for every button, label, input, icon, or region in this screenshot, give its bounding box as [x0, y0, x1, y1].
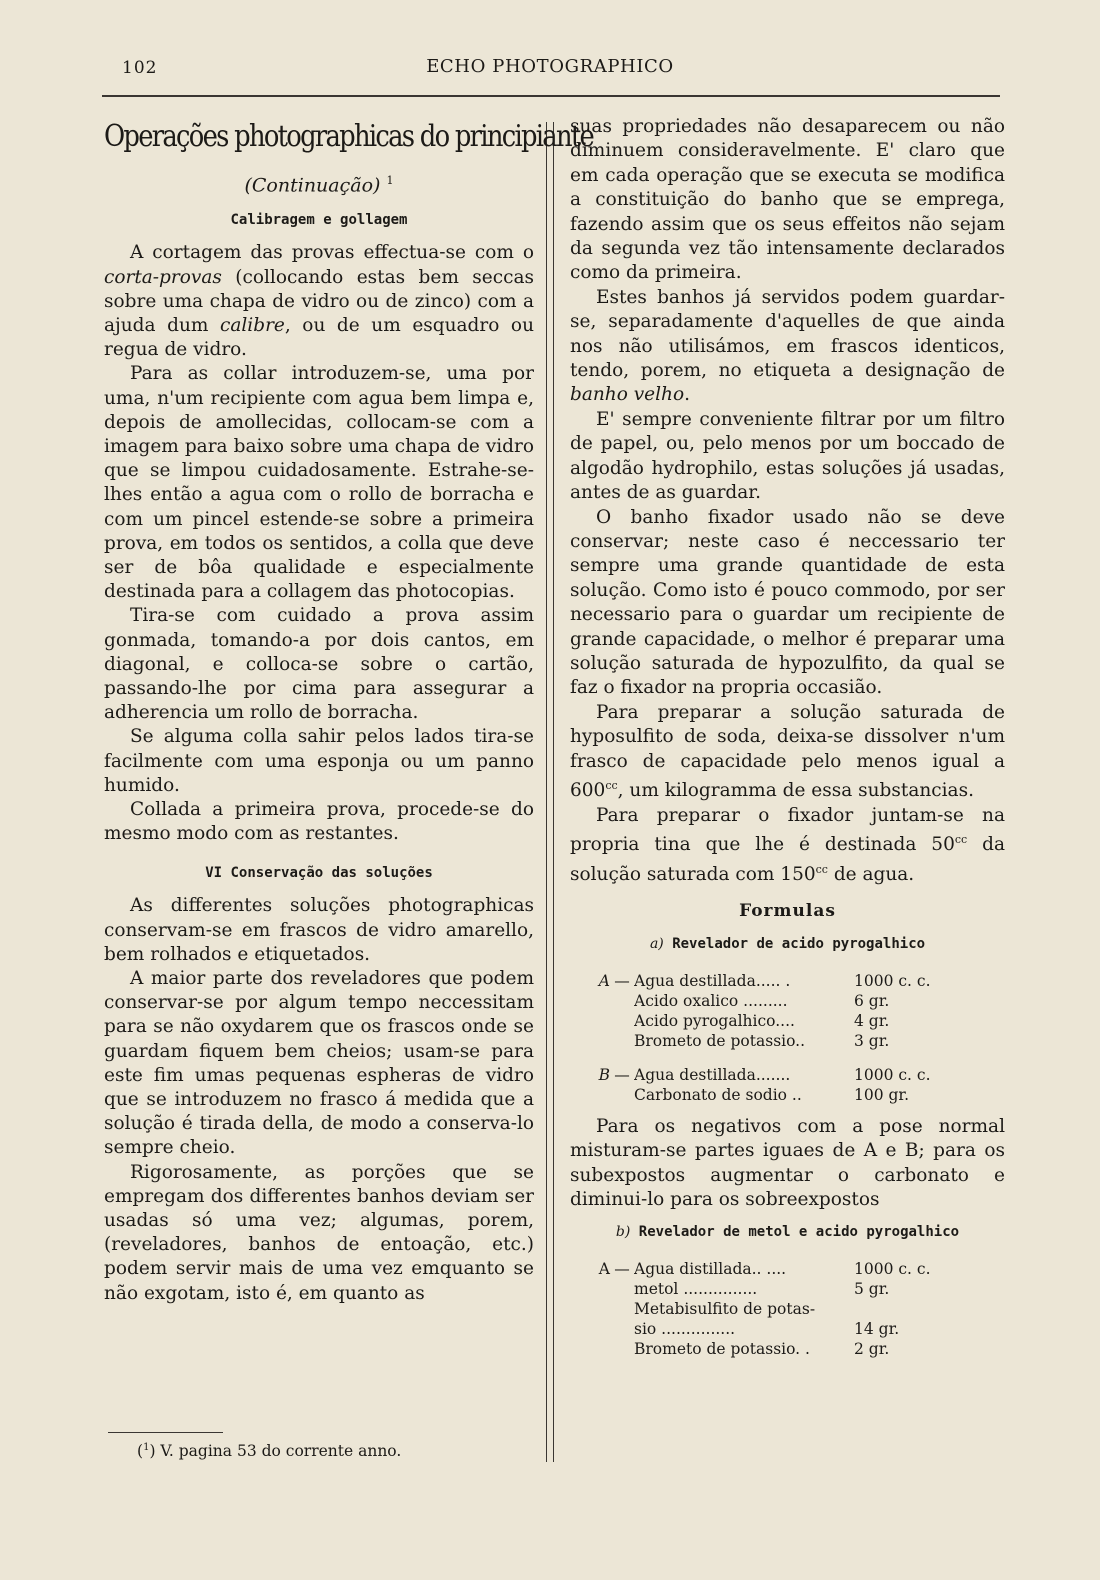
paragraph — [104, 798, 534, 846]
text-run: suas propriedades não desaparecem ou não diminuem consideravelmente. E' claro que em cada operação que se executa se modifica a constituição do banho que se emprega, fazendo assim que os seus effeitos não sejam da segunda vez tão intensamente declarados como da primeira. — [570, 116, 1005, 284]
emphasis: banho velho — [570, 384, 685, 406]
running-head: ECHO PHOTOGRAPHICO — [426, 56, 674, 77]
formula-heading — [570, 931, 1005, 957]
formula-row — [570, 1031, 1005, 1051]
formula-group-label — [570, 1085, 610, 1105]
unit-superscript: cc — [605, 778, 618, 792]
section-body — [570, 115, 1005, 887]
spacer — [570, 1051, 1005, 1065]
text-run: , um kilogramma de essa substancias. — [617, 780, 974, 802]
formula-group-label: A — [598, 972, 610, 991]
column-divider — [546, 122, 547, 1462]
formula-table — [570, 1259, 1005, 1359]
paragraph: Para os negativos com a pose normal misturam-se partes iguaes de A e B; para os subexpostos augmentar o carbonato e diminui-lo para os sobreexpostos — [570, 1116, 1005, 1211]
formula-dash — [610, 1299, 634, 1319]
formula-row — [570, 991, 1005, 1011]
ingredient-name: Agua distillada.. .... — [634, 1259, 787, 1278]
ingredient-quantity: 4 gr. — [854, 1012, 890, 1031]
ingredient-quantity: 2 gr. — [854, 1339, 890, 1358]
text-run: Para as collar introduzem-se, uma por uma, n'um recipiente com agua bem limpa e, depois de amollecidas, collocam-se com a imagem para baixo sobre uma chapa de vidro que se limpou cuidadosamente. Estrahe-se-lhes então a agua com o rollo de borracha e com um pincel estende-se sobre a primeira prova, em todos os sentidos, a colla que deve ser de bôa qualidade e especialmente destinada para a collagem das photocopias. — [104, 363, 534, 603]
formula-heading — [570, 1219, 1005, 1245]
emphasis: corta-provas — [104, 266, 222, 288]
formula-group-label — [570, 1279, 610, 1299]
ingredient-name: Agua destillada....... — [634, 1066, 791, 1085]
ingredient-name: metol ............... — [634, 1279, 758, 1298]
section-body — [104, 894, 534, 1305]
text-run: Collada a primeira prova, procede-se do mesmo modo com as restantes. — [104, 799, 534, 845]
ingredient-name: Agua destillada..... . — [634, 972, 791, 991]
paragraph — [104, 362, 534, 604]
text-run: Se alguma colla sahir pelos lados tira-se facilmente com uma esponja ou um panno humido. — [104, 726, 534, 796]
formula-dash: — — [614, 1259, 630, 1278]
paragraph — [570, 804, 1005, 888]
ingredient-quantity: 1000 c. c. — [854, 972, 931, 991]
formula-group-label — [570, 1319, 610, 1339]
formula-table — [570, 971, 1005, 1105]
formulas-heading: Formulas — [739, 901, 836, 922]
paragraph — [104, 967, 534, 1161]
paragraph — [104, 725, 534, 798]
formula-group-label — [570, 991, 610, 1011]
left-column — [104, 115, 594, 1306]
text-run: A cortagem das provas effectua-se com o — [130, 242, 534, 264]
ingredient-quantity: 1000 c. c. — [854, 1259, 931, 1278]
paragraph — [104, 241, 534, 362]
formula-title: Revelador de acido pyrogalhico — [672, 936, 926, 953]
formula-letter: b) — [615, 1223, 631, 1240]
text-run: A maior parte dos reveladores que podem conservar-se por algum tempo neccessitam para se não oxydarem que os frascos onde se guardam fiquem bem cheios; usam-se para este fim umas pequenas espheras de vidro que se introduzem no frasco á medida que a solução é tirada della, de modo a conserva-lo sempre cheio. — [104, 968, 534, 1159]
formula-dash — [610, 1319, 634, 1339]
footnote-text: V. pagina 53 do corrente anno. — [160, 1442, 402, 1461]
formula-dash — [610, 1011, 634, 1031]
formula-dash: — — [614, 972, 630, 991]
text-run: . — [684, 384, 690, 406]
text-run: Rigorosamente, as porções que se empregam dos differentes banhos deviam ser usadas só uma vez; algumas, porem, (reveladores, banhos de entoação, etc.) podem servir mais de uma vez emquanto se não exgotam, isto é, em quanto as — [104, 1161, 534, 1304]
formula-row — [570, 1259, 1005, 1279]
ingredient-quantity: 3 gr. — [854, 1032, 890, 1051]
text-run: O banho fixador usado não se deve conservar; neste caso é neccessario ter sempre uma grande quantidade de esta solução. Como isto é pouco commodo, por ser necessario para o guardar um recipiente de grande capacidade, o melhor é preparar uma solução saturada de hypozulfito, da qual se faz o fixador na propria occasião. — [570, 506, 1005, 699]
text-run: As differentes soluções photographicas conservam-se em frascos de vidro amarello, bem rolhados e etiquetados. — [104, 895, 534, 965]
paragraph — [570, 701, 1005, 804]
formula-row — [570, 1319, 1005, 1339]
formula-group-label — [570, 1299, 610, 1319]
ingredient-name: Brometo de potassio. . — [634, 1339, 810, 1358]
formula-row — [570, 1279, 1005, 1299]
ingredient-name: sio ............... — [634, 1319, 736, 1338]
section-heading: VI Conservação das soluções — [205, 865, 433, 882]
section-body — [104, 241, 534, 846]
formula-dash — [610, 1085, 634, 1105]
right-column — [570, 115, 1005, 1369]
paragraph — [570, 506, 1005, 701]
article-title: Operações photographicas do principiante — [104, 119, 594, 154]
ingredient-quantity: 14 gr. — [854, 1319, 900, 1338]
paragraph — [104, 1161, 534, 1306]
formula-group-label: A — [598, 1259, 610, 1278]
page-number: 102 — [122, 58, 158, 78]
formula-group-label — [570, 1339, 610, 1359]
formula-row — [570, 1339, 1005, 1359]
formula-row — [570, 1085, 1005, 1105]
text-run: Tira-se com cuidado a prova assim gonmada, tomando-a por dois cantos, em diagonal, e colloca-se sobre o cartão, passando-lhe por cima para assegurar a adherencia um rollo de borracha. — [104, 605, 534, 724]
formula-dash — [610, 991, 634, 1011]
formula-title: Revelador de metol e acido pyrogalhico — [638, 1223, 960, 1240]
formula-row — [570, 1011, 1005, 1031]
ingredient-quantity: 6 gr. — [854, 992, 890, 1011]
unit-superscript: cc — [954, 832, 968, 846]
text-run: de agua. — [827, 863, 915, 885]
ingredient-name: Carbonato de sodio .. — [634, 1086, 802, 1105]
formula-row — [570, 1065, 1005, 1085]
paragraph — [104, 604, 534, 725]
unit-superscript: cc — [815, 862, 828, 876]
text-run: Estes banhos já servidos podem guardar-se, separadamente d'aquelles de que ainda nos não utilisámos, em frascos identicos, tendo, porem, no etiqueta a designação de — [570, 286, 1005, 382]
column-divider — [553, 122, 554, 1462]
text-run: E' sempre conveniente filtrar por um filtro de papel, ou, pelo menos por um boccado de algodão hydrophilo, estas soluções já usadas, antes de as guardar. — [570, 408, 1005, 504]
text-run: Para preparar o fixador juntam-se na propria tina que lhe é destinada 50 — [570, 804, 1005, 856]
ingredient-quantity: 1000 c. c. — [854, 1066, 931, 1085]
formula-dash — [610, 1031, 634, 1051]
text-run: Para preparar a solução saturada de hyposulfito de soda, deixa-se dissolver n'um frasco de capacidade pelo menos igual a 600 — [570, 701, 1005, 802]
formula-dash: — — [614, 1066, 630, 1085]
emphasis: calibre — [220, 314, 285, 336]
formula-group-label — [570, 1031, 610, 1051]
ingredient-quantity: 5 gr. — [854, 1279, 890, 1298]
formula-dash — [610, 1279, 634, 1299]
paragraph — [570, 115, 1005, 286]
section-heading: Calibragem e gollagem — [230, 212, 408, 229]
formula-row — [570, 1299, 1005, 1319]
ingredient-name: Acido pyrogalhico.... — [634, 1012, 795, 1031]
formula-row — [570, 971, 1005, 991]
text-run: (collocando estas bem seccas sobre uma chapa de vidro ou de zinco) com a ajuda dum — [104, 266, 534, 336]
footnote-ref: 1 — [386, 174, 394, 187]
ingredient-name: Brometo de potassio.. — [634, 1032, 806, 1051]
footnote-rule — [108, 1432, 223, 1433]
ingredient-name: Metabisulfito de potas- — [634, 1299, 816, 1318]
formula-group-label — [570, 1011, 610, 1031]
footnote: ($^1$) V. pagina 53 do corrente anno. — [137, 1442, 402, 1461]
text-run: , ou de um esquadro ou regua de vidro. — [104, 314, 534, 361]
paragraph — [570, 286, 1005, 408]
ingredient-name: Acido oxalico ......... — [634, 992, 788, 1011]
continuation-text: (Continuação) — [244, 174, 381, 197]
paragraph — [570, 408, 1005, 506]
formula-letter: a) — [649, 936, 664, 953]
continuation-line — [104, 169, 534, 197]
footnote-marker: 1 — [143, 1442, 150, 1453]
ingredient-quantity: 100 gr. — [854, 1086, 910, 1105]
text-run: da solução saturada com 150 — [570, 834, 1005, 885]
paragraph — [104, 894, 534, 967]
ingredient-quantity — [848, 1299, 954, 1319]
header-rule — [102, 95, 1000, 97]
formula-group-label: B — [598, 1066, 610, 1085]
formula-dash — [610, 1339, 634, 1359]
